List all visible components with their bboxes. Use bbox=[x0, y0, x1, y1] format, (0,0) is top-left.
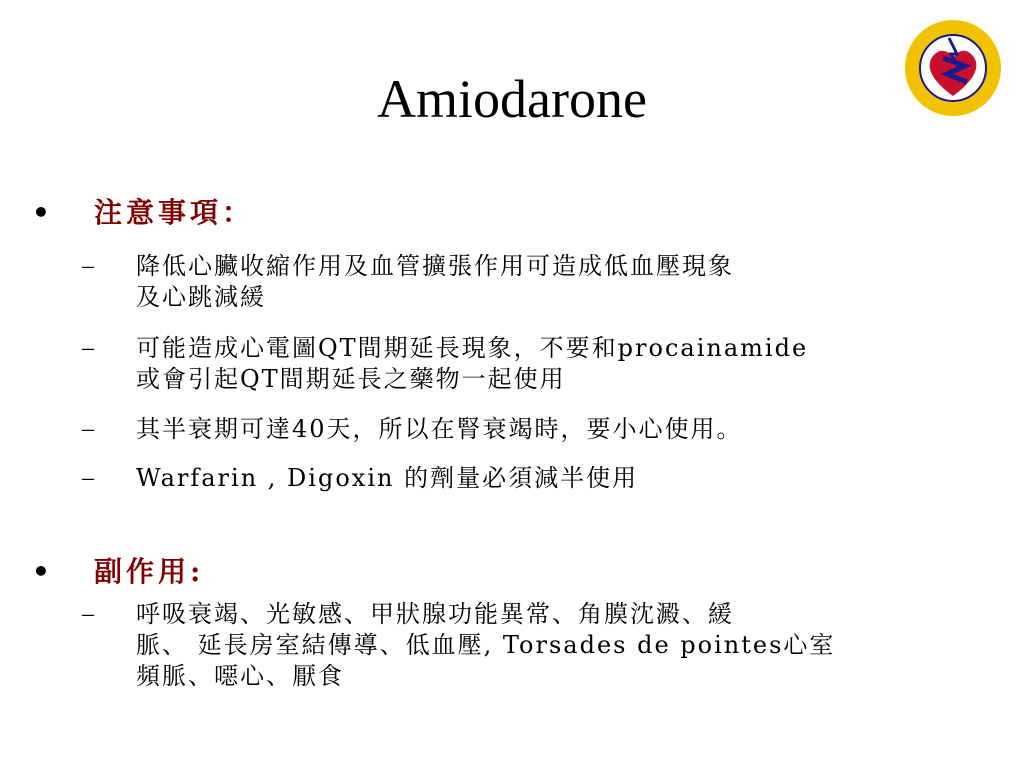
item-line: 頻脈、噁心、厭食 bbox=[136, 662, 344, 690]
slide-title: Amiodarone bbox=[377, 69, 647, 129]
item-line: 其半衰期可達40天，所以在腎衰竭時，要小心使用。 bbox=[136, 415, 743, 443]
item-line: 或會引起QT間期延長之藥物一起使用 bbox=[136, 365, 566, 393]
dash: – bbox=[82, 253, 94, 279]
heading-text: 副作用: bbox=[94, 555, 205, 588]
dash: – bbox=[82, 416, 94, 442]
item-line: 呼吸衰竭、光敏感、甲狀腺功能異常、角膜沈澱、緩 bbox=[136, 600, 734, 628]
association-seal-icon bbox=[903, 18, 1003, 118]
item-line: Warfarin , Digoxin 的劑量必須減半使用 bbox=[136, 464, 639, 492]
bullet: • bbox=[32, 196, 50, 229]
heading-text: 注意事項： bbox=[94, 196, 255, 229]
item-line: 脈、 延長房室結傳導、低血壓, Torsades de pointes心室 bbox=[136, 631, 836, 659]
item-line: 及心跳減緩 bbox=[136, 283, 266, 311]
item-line: 可能造成心電圖QT間期延長現象，不要和procainamide bbox=[136, 334, 809, 362]
bullet: • bbox=[32, 555, 50, 588]
dash: – bbox=[82, 335, 94, 361]
item-line: 降低心臟收縮作用及血管擴張作用可造成低血壓現象 bbox=[136, 252, 734, 280]
dash: – bbox=[82, 601, 94, 627]
dash: – bbox=[82, 465, 94, 491]
